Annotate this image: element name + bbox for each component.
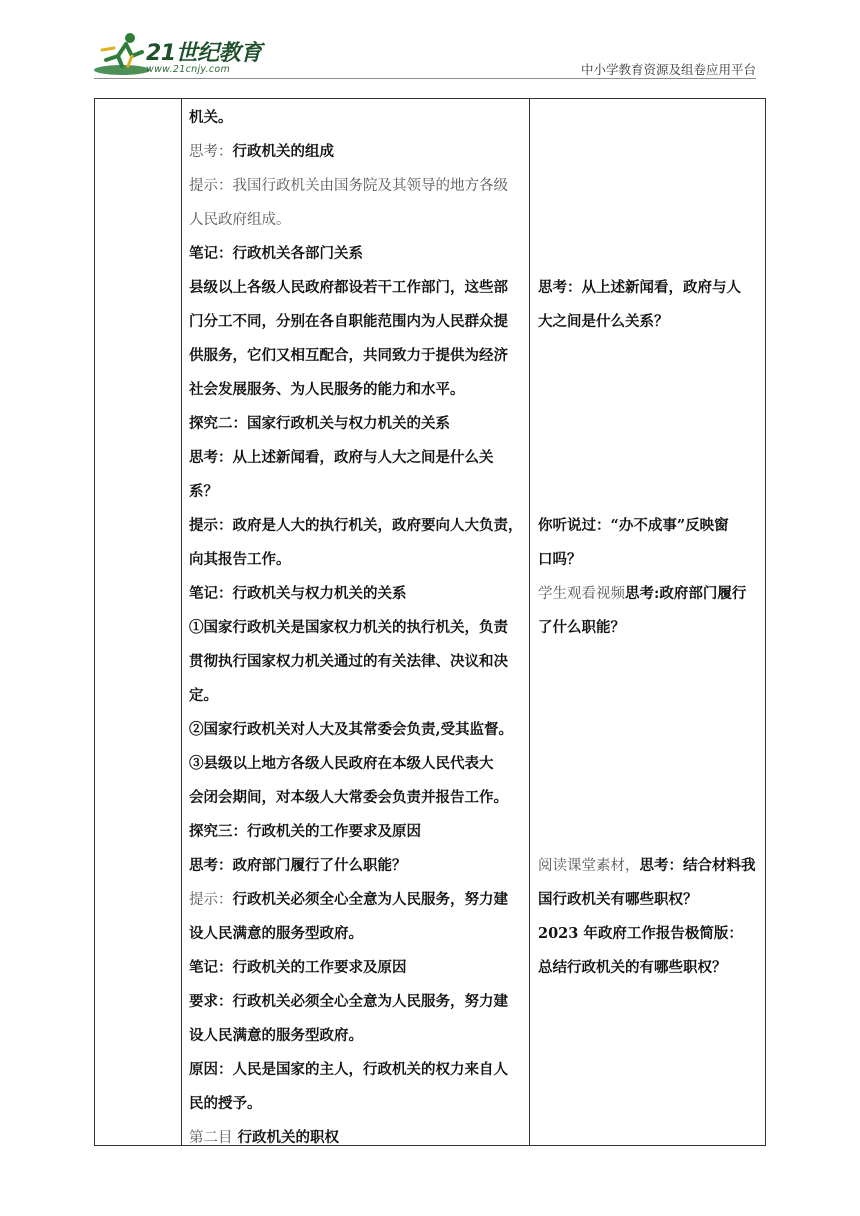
platform-label: 中小学教育资源及组卷应用平台 [580, 62, 756, 77]
content-line: 笔记：行政机关与权力机关的关系 [189, 585, 407, 602]
column-divider [181, 99, 182, 1145]
activity-line: 了什么职能？ [538, 619, 625, 636]
content-line: 机关。 [189, 109, 233, 126]
content-line: 社会发展服务、为人民服务的能力和水平。 [189, 381, 465, 398]
activity-line: 口吗？ [538, 551, 582, 568]
student-activity-cell [538, 101, 760, 985]
activity-line: 思考：从上述新闻看，政府与人 [538, 279, 741, 296]
content-line: ①国家行政机关是国家权力机关的执行机关，负责 [189, 619, 508, 636]
content-line: 第二目 行政机关的职权 [189, 1129, 340, 1146]
content-line: 定。 [189, 687, 218, 704]
content-line: 系？ [189, 483, 218, 500]
activity-line: 学生观看视频思考:政府部门履行 [538, 585, 747, 602]
content-line: 向其报告工作。 [189, 551, 291, 568]
content-line: ③县级以上地方各级人民政府在本级人民代表大 [189, 755, 494, 772]
content-line: 设人民满意的服务型政府。 [189, 925, 363, 942]
lesson-table [94, 98, 766, 1146]
content-line: 要求：行政机关必须全心全意为人民服务，努力建 [189, 993, 508, 1010]
content-line: 贯彻执行国家权力机关通过的有关法律、决议和决 [189, 653, 508, 670]
content-line: 门分工不同，分别在各自职能范围内为人民群众提 [189, 313, 508, 330]
content-line: 探究三：行政机关的工作要求及原因 [189, 823, 421, 840]
content-line: 笔记：行政机关各部门关系 [189, 245, 363, 262]
content-line: ②国家行政机关对人大及其常委会负责,受其监督。 [189, 721, 514, 738]
column-divider [529, 99, 530, 1145]
page-header [0, 0, 860, 90]
content-line: 提示：政府是人大的执行机关，政府要向人大负责， [189, 517, 523, 534]
activity-line: 国行政机关有哪些职权？ [538, 891, 698, 908]
activity-line: 你听说过：“办不成事”反映窗 [538, 517, 729, 534]
content-line: 笔记：行政机关的工作要求及原因 [189, 959, 407, 976]
content-line: 提示：我国行政机关由国务院及其领导的地方各级 [189, 178, 508, 194]
content-line: 人民政府组成。 [189, 212, 291, 228]
content-line: 思考：政府部门履行了什么职能？ [189, 857, 407, 874]
content-line: 县级以上各级人民政府都设若干工作部门，这些部 [189, 279, 508, 296]
content-line: 提示：行政机关必须全心全意为人民服务，努力建 [189, 891, 508, 908]
content-line: 会闭会期间，对本级人大常委会负责并报告工作。 [189, 789, 508, 806]
content-line: 民的授予。 [189, 1095, 262, 1112]
activity-line: 总结行政机关的有哪些职权？ [538, 959, 727, 976]
teaching-content-cell [189, 101, 527, 1155]
content-line: 思考：从上述新闻看，政府与人大之间是什么关 [189, 449, 494, 466]
logo-text: 21世纪教育 [146, 41, 262, 66]
activity-line: 阅读课堂素材，思考：结合材料我 [538, 857, 756, 874]
logo-url: www.21cnjy.com [146, 64, 231, 75]
activity-line: 2023 年政府工作报告极简版： [538, 925, 743, 942]
activity-line: 大之间是什么关系？ [538, 313, 669, 330]
content-line: 供服务，它们又相互配合，共同致力于提供为经济 [189, 347, 508, 364]
content-line: 设人民满意的服务型政府。 [189, 1027, 363, 1044]
header-divider [94, 78, 756, 79]
content-line: 探究二：国家行政机关与权力机关的关系 [189, 415, 450, 432]
content-line: 思考：行政机关的组成 [189, 143, 334, 160]
content-line: 原因：人民是国家的主人，行政机关的权力来自人 [189, 1061, 508, 1078]
